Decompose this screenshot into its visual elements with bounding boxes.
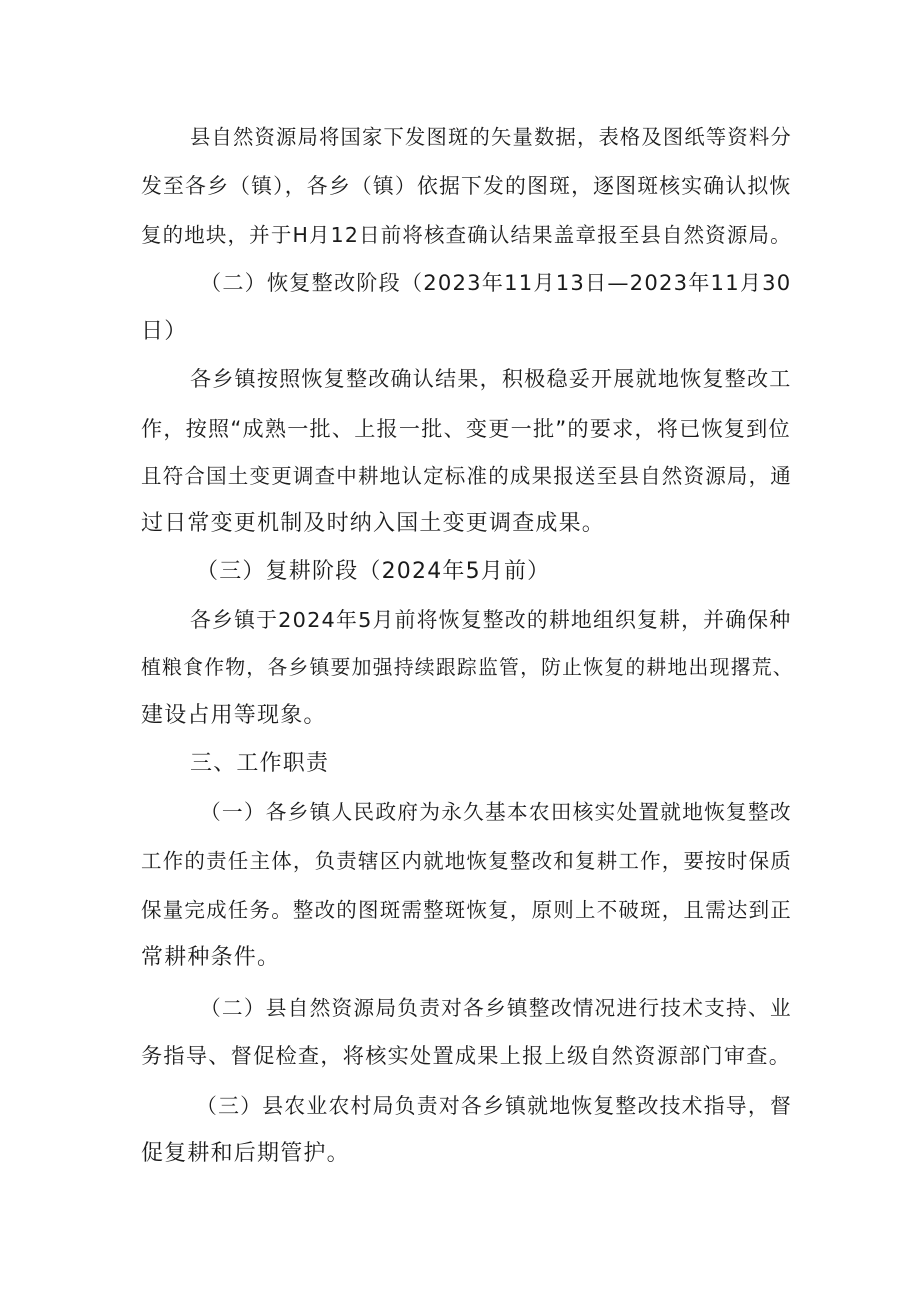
paragraph-line-9: 植粮食作物，各乡镇要加强持续跟踪监管，防止恢复的耕地出现撂荒、: [141, 656, 794, 679]
paragraph-line-17: （三）县农业农村局负责对各乡镇就地恢复整改技术指导，督: [196, 1094, 793, 1118]
section-heading-line-1: （二）恢复整改阶段（2023年11月13日—2023年11月30: [200, 270, 792, 295]
section-heading-line-3: （三）复耕阶段（2024年5月前）: [196, 559, 551, 584]
paragraph-line-14: 常耕种条件。: [141, 945, 281, 970]
paragraph-line-2: 发至各乡（镇），各乡（镇）依据下发的图斑，逐图斑核实确认拟恢: [141, 174, 792, 198]
paragraph-line-15: （二）县自然资源局负责对各乡镇整改情况进行技术支持、业: [200, 996, 792, 1020]
paragraph-line-10: 建设占用等现象。: [141, 703, 327, 728]
paragraph-line-6: 且符合国土变更调查中耕地认定标准的成果报送至县自然资源局，通: [141, 464, 792, 488]
chapter-heading: 三、工作职责: [190, 751, 330, 776]
paragraph-line-11: （一）各乡镇人民政府为永久基本农田核实处置就地恢复整改: [200, 800, 792, 824]
paragraph-line-7: 过日常变更机制及时纳入国土变更调查成果。: [141, 511, 606, 536]
section-heading-line-2: 日）: [141, 319, 188, 344]
paragraph-line-4: 各乡镇按照恢复整改确认结果，积极稳妥开展就地恢复整改工: [190, 366, 792, 391]
paragraph-line-5: 作，按照“成熟一批、上报一批、变更一批”的要求，将已恢复到位: [141, 416, 791, 441]
paragraph-line-12: 工作的责任主体，负责辖区内就地恢复整改和复耕工作，要按时保质: [141, 849, 792, 873]
paragraph-line-18: 促复耕和后期管护。: [141, 1141, 350, 1166]
paragraph-line-1: 县自然资源局将国家下发图斑的矢量数据，表格及图纸等资料分: [190, 125, 792, 149]
paragraph-line-3: 复的地块，并于H月12日前将核查确认结果盖章报至县自然资源局。: [141, 223, 792, 247]
paragraph-line-8: 各乡镇于2024年5月前将恢复整改的耕地组织复耕，并确保种: [190, 608, 792, 632]
paragraph-line-16: 务指导、督促检查，将核实处置成果上报上级自然资源部门审查。: [141, 1044, 792, 1069]
paragraph-line-13: 保量完成任务。整改的图斑需整斑恢复，原则上不破斑，且需达到正: [141, 898, 792, 922]
